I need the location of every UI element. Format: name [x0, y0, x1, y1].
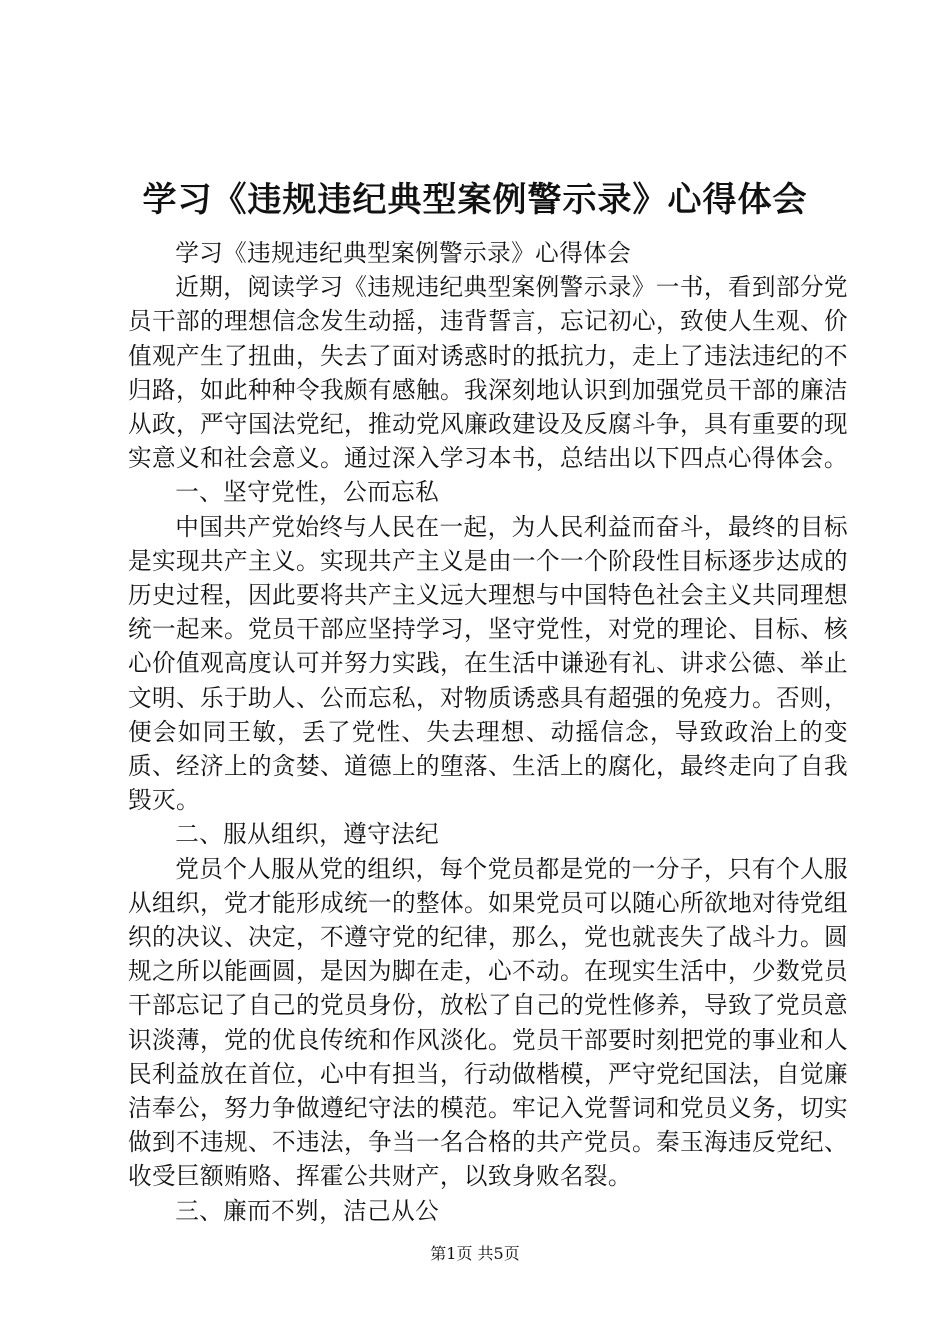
section-paragraph-2: 党员个人服从党的组织，每个党员都是党的一分子，只有个人服从组织，党才能形成统一的整体。如果党员可以随心所欲地对待党组织的决议、决定，不遵守党的纪律，那么，党也就丧失了战斗力。圆规之所以能画圆，是因为脚在走，心不动。在现实生活中，少数党员干部忘记了自己的党员身份，放松了自己的党性修养，导致了党员意识淡薄，党的优良传统和作风淡化。党员干部要时刻把党的事业和人民利益放在首位，心中有担当，行动做楷模，严守党纪国法，自觉廉洁奉公，努力争做遵纪守法的模范。牢记入党誓词和党员义务，切实做到不违规、不违法，争当一名合格的共产党员。秦玉海违反党纪、收受巨额贿赂、挥霍公共财产，以致身败名裂。: [128, 854, 848, 1191]
section-heading-1: 一、坚守党性，公而忘私: [175, 478, 440, 507]
section-heading-3: 三、廉而不刿，洁己从公: [175, 1196, 440, 1225]
section-heading-2: 二、服从组织，遵守法纪: [175, 820, 440, 849]
document-title: 学习《违规违纪典型案例警示录》心得体会: [142, 180, 808, 220]
intro-paragraph: 近期，阅读学习《违规违纪典型案例警示录》一书，看到部分党员干部的理想信念发生动摇，违背誓言，忘记初心，致使人生观、价值观产生了扭曲，失去了面对诱惑时的抵抗力，走上了违法违纪的不归路，如此种种令我颇有感触。我深刻地认识到加强党员干部的廉洁从政，严守国法党纪，推动党风廉政建设及反腐斗争，具有重要的现实意义和社会意义。通过深入学习本书，总结出以下四点心得体会。: [128, 273, 848, 473]
section-paragraph-1: 中国共产党始终与人民在一起，为人民利益而奋斗，最终的目标是实现共产主义。实现共产主义是由一个一个阶段性目标逐步达成的历史过程，因此要将共产主义远大理想与中国特色社会主义共同理想统一起来。党员干部应坚持学习，坚守党性，对党的理论、目标、核心价值观高度认可并努力实践，在生活中谦逊有礼、讲求公德、举止文明、乐于助人、公而忘私，对物质诱惑具有超强的免疫力。否则，便会如同王敏，丢了党性、失去理想、动摇信念，导致政治上的变质、经济上的贪婪、道德上的堕落、生活上的腐化，最终走向了自我毁灭。: [128, 512, 848, 815]
page-number-footer: 第1页 共5页: [430, 1244, 520, 1263]
document-body: [128, 236, 848, 1228]
subtitle-paragraph: 学习《违规违纪典型案例警示录》心得体会: [175, 239, 632, 267]
